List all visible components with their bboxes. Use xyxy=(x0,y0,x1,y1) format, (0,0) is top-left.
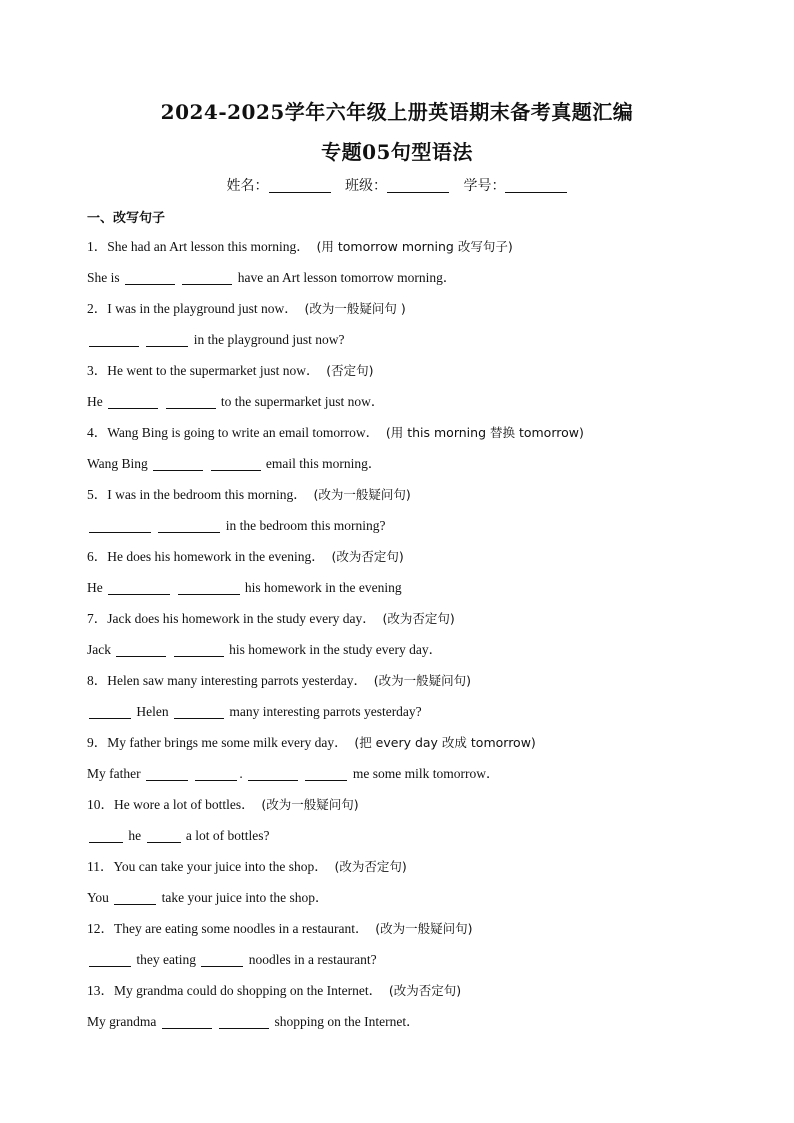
answer-blank[interactable] xyxy=(178,580,240,595)
question-7 xyxy=(87,608,727,639)
answer-6 xyxy=(87,577,727,608)
answer-text: Wang Bing xyxy=(87,456,152,471)
answer-text: shopping on the Internet． xyxy=(271,1014,420,1029)
class-label: 班级： xyxy=(345,178,387,194)
answer-text xyxy=(160,394,163,409)
question-list xyxy=(87,236,727,1042)
answer-text: his homework in the evening xyxy=(241,580,402,595)
name-field xyxy=(227,178,331,194)
answer-text: a lot of bottles? xyxy=(182,828,270,843)
question-hint: (改为一般疑问句) xyxy=(261,797,359,812)
answer-13 xyxy=(87,1011,727,1042)
question-6 xyxy=(87,546,727,577)
answer-blank[interactable] xyxy=(195,766,237,781)
answer-text: My grandma xyxy=(87,1014,160,1029)
question-text: 13．My grandma could do shopping on the Internet． xyxy=(87,983,383,998)
answer-text xyxy=(172,580,175,595)
question-text: 6．He does his homework in the evening． xyxy=(87,549,325,564)
question-text: 8．Helen saw many interesting parrots yesterday． xyxy=(87,673,368,688)
answer-blank[interactable] xyxy=(174,642,224,657)
answer-blank[interactable] xyxy=(166,394,216,409)
question-text: 1．She had an Art lesson this morning． xyxy=(87,239,310,254)
question-hint: (把 every day 改成 tomorrow) xyxy=(354,735,536,750)
question-4 xyxy=(87,422,727,453)
answer-blank[interactable] xyxy=(153,456,203,471)
class-blank[interactable] xyxy=(387,178,449,193)
answer-blank[interactable] xyxy=(89,704,131,719)
answer-blank[interactable] xyxy=(89,332,139,347)
answer-blank[interactable] xyxy=(182,270,232,285)
answer-5 xyxy=(87,515,727,546)
answer-text: You xyxy=(87,890,113,905)
answer-11 xyxy=(87,887,727,918)
question-text: 5．I was in the bedroom this morning． xyxy=(87,487,307,502)
question-text: 9．My father brings me some milk every day． xyxy=(87,735,348,750)
answer-7 xyxy=(87,639,727,670)
answer-blank[interactable] xyxy=(116,642,166,657)
answer-4 xyxy=(87,453,727,484)
answer-text xyxy=(153,518,156,533)
question-text: 7．Jack does his homework in the study every day． xyxy=(87,611,376,626)
answer-blank[interactable] xyxy=(158,518,220,533)
answer-text xyxy=(177,270,180,285)
id-field xyxy=(463,178,567,194)
question-13 xyxy=(87,980,727,1011)
name-blank[interactable] xyxy=(269,178,331,193)
student-info xyxy=(0,175,794,195)
answer-text: many interesting parrots yesterday? xyxy=(225,704,422,719)
answer-text: email this morning． xyxy=(262,456,382,471)
answer-text: have an Art lesson tomorrow morning． xyxy=(234,270,457,285)
question-text: 11．You can take your juice into the shop． xyxy=(87,859,328,874)
answer-text xyxy=(190,766,193,781)
answer-text: in the playground just now? xyxy=(190,332,345,347)
answer-text: in the bedroom this morning? xyxy=(222,518,386,533)
answer-9 xyxy=(87,763,727,794)
class-field xyxy=(345,178,449,194)
answer-text: Jack xyxy=(87,642,115,657)
question-hint: (改为否定句) xyxy=(334,859,407,874)
answer-text xyxy=(205,456,208,471)
answer-text: noodles in a restaurant? xyxy=(245,952,377,967)
question-2 xyxy=(87,298,727,329)
answer-text: He xyxy=(87,580,107,595)
question-12 xyxy=(87,918,727,949)
answer-text: . xyxy=(239,766,247,781)
answer-3 xyxy=(87,391,727,422)
answer-blank[interactable] xyxy=(146,332,188,347)
answer-blank[interactable] xyxy=(211,456,261,471)
page-subtitle: 专题05句型语法 xyxy=(321,140,473,164)
question-hint: (改为一般疑问句 ) xyxy=(304,301,406,316)
page-title: 2024-2025学年六年级上册英语期末备考真题汇编 xyxy=(160,100,634,124)
answer-12 xyxy=(87,949,727,980)
question-11 xyxy=(87,856,727,887)
answer-text: he xyxy=(125,828,145,843)
question-hint: (改为一般疑问句) xyxy=(373,673,472,688)
answer-blank[interactable] xyxy=(147,828,181,843)
answer-blank[interactable] xyxy=(219,1014,269,1029)
answer-8 xyxy=(87,701,727,732)
answer-text: He xyxy=(87,394,107,409)
question-1 xyxy=(87,236,727,267)
answer-blank[interactable] xyxy=(305,766,347,781)
section-title: 一、改写句子 xyxy=(87,211,166,226)
question-hint: (用 this morning 替换 tomorrow) xyxy=(385,425,584,440)
answer-10 xyxy=(87,825,727,856)
answer-blank[interactable] xyxy=(114,890,156,905)
question-hint: (用 tomorrow morning 改写句子) xyxy=(316,239,513,254)
answer-blank[interactable] xyxy=(174,704,224,719)
answer-blank[interactable] xyxy=(125,270,175,285)
question-8 xyxy=(87,670,727,701)
question-text: 10．He wore a lot of bottles． xyxy=(87,797,255,812)
answer-1 xyxy=(87,267,727,298)
answer-text xyxy=(168,642,171,657)
answer-text: Helen xyxy=(133,704,172,719)
question-9 xyxy=(87,732,727,763)
answer-blank[interactable] xyxy=(162,1014,212,1029)
answer-blank[interactable] xyxy=(248,766,298,781)
answer-text xyxy=(300,766,303,781)
question-hint: (否定句) xyxy=(326,363,374,378)
answer-text xyxy=(214,1014,217,1029)
question-text: 12．They are eating some noodles in a restaurant． xyxy=(87,921,369,936)
question-hint: (改为一般疑问句) xyxy=(313,487,411,502)
id-label: 学号： xyxy=(463,178,506,194)
answer-blank[interactable] xyxy=(89,518,151,533)
question-text: 2．I was in the playground just now． xyxy=(87,301,298,316)
question-3 xyxy=(87,360,727,391)
answer-2 xyxy=(87,329,727,360)
question-text: 3．He went to the supermarket just now． xyxy=(87,363,320,378)
answer-blank[interactable] xyxy=(89,952,131,967)
question-hint: (改为否定句) xyxy=(388,983,462,998)
question-10 xyxy=(87,794,727,825)
answer-text: take your juice into the shop． xyxy=(158,890,329,905)
question-hint: (改为一般疑问句) xyxy=(375,921,473,936)
answer-text: She is xyxy=(87,270,124,285)
answer-blank[interactable] xyxy=(201,952,243,967)
answer-text xyxy=(141,332,144,347)
question-hint: (改为否定句) xyxy=(331,549,404,564)
answer-text: they eating xyxy=(133,952,200,967)
question-5 xyxy=(87,484,727,515)
answer-text: to the supermarket just now． xyxy=(217,394,385,409)
answer-blank[interactable] xyxy=(108,580,170,595)
name-label: 姓名： xyxy=(226,178,269,194)
question-text: 4．Wang Bing is going to write an email tomorrow． xyxy=(87,425,380,440)
answer-blank[interactable] xyxy=(89,828,123,843)
answer-blank[interactable] xyxy=(108,394,158,409)
answer-blank[interactable] xyxy=(146,766,188,781)
id-blank[interactable] xyxy=(505,178,567,193)
answer-text: My father xyxy=(87,766,144,781)
question-hint: (改为否定句) xyxy=(382,611,455,626)
answer-text: me some milk tomorrow． xyxy=(349,766,500,781)
answer-text: his homework in the study every day． xyxy=(225,642,443,657)
